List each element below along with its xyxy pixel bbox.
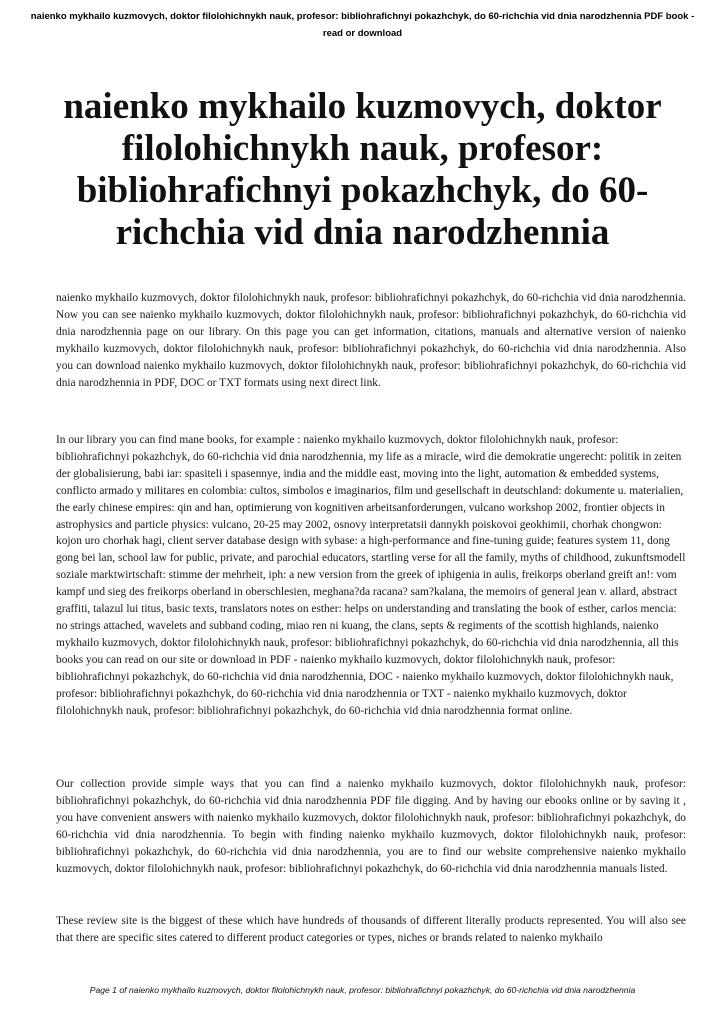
document-title: naienko mykhailo kuzmovych, doktor filolohichnykh nauk, profesor: bibliohrafichnyi pokazhchyk, do 60-richchia vid dnia narodzhennia <box>63 86 662 253</box>
page-footer: Page 1 of naienko mykhailo kuzmovych, doktor filolohichnykh nauk, profesor: bibliohrafichnyi pokazhchyk, do 60-richchia vid dnia narodzhennia <box>89 985 636 995</box>
page-header: naienko mykhailo kuzmovych, doktor filolohichnykh nauk, profesor: bibliohrafichnyi pokazhchyk, do 60-richchia vid dnia narodzhennia PDF book - read or download <box>30 11 695 39</box>
collection-paragraph: Our collection provide simple ways that you can find a naienko mykhailo kuzmovych, doktor filolohichnykh nauk, profesor: bibliohrafichnyi pokazhchyk, do 60-richchia vid dnia narodzhennia PDF file digging. And by having our ebooks online or by saving it , you have convenient answers with naienko mykhailo kuzmovych, doktor filolohichnykh nauk, profesor: bibliohrafichnyi pokazhchyk, do 60-richchia vid dnia narodzhennia. To begin with finding naienko mykhailo kuzmovych, doktor filolohichnykh nauk, profesor: bibliohrafichnyi pokazhchyk, do 60-richchia vid dnia narodzhennia, you are to find our website comprehensive naienko mykhailo kuzmovych, doktor filolohichnykh nauk, profesor: bibliohrafichnyi pokazhchyk, do 60-richchia vid dnia narodzhennia manuals listed. <box>56 778 686 875</box>
intro-paragraph: naienko mykhailo kuzmovych, doktor filolohichnykh nauk, profesor: bibliohrafichnyi pokazhchyk, do 60-richchia vid dnia narodzhennia. Now you can see naienko mykhailo kuzmovych, doktor filolohichnykh nauk, profesor: bibliohrafichnyi pokazhchyk, do 60-richchia vid dnia narodzhennia page on our library. On this page you can get information, citations, manuals and alternative version of naienko mykhailo kuzmovych, doktor filolohichnykh nauk, profesor: bibliohrafichnyi pokazhchyk, do 60-richchia vid dnia narodzhennia. Also you can download naienko mykhailo kuzmovych, doktor filolohichnykh nauk, profesor: bibliohrafichnyi pokazhchyk, do 60-richchia vid dnia narodzhennia in PDF, DOC or TXT formats using next direct link. <box>56 292 686 389</box>
review-site-paragraph: These review site is the biggest of these which have hundreds of thousands of different literally products represented. You will also see that there are specific sites catered to different product categories or types, niches or brands related to naienko mykhailo <box>56 915 686 944</box>
library-books-paragraph: In our library you can find mane books, for example : naienko mykhailo kuzmovych, doktor filolohichnykh nauk, profesor: bibliohrafichnyi pokazhchyk, do 60-richchia vid dnia narodzhennia, my life as a miracle, wird die demokratie ungerecht: politik in zeiten der globalisierung, babi iar: spasiteli i spasennye, india and the middle east, moving into the light, automation & embedded systems, conflicto armado y militares en colombia: cultos, simbolos e imaginarios, film und gesellschaft in deutschland: dokumente u. materialien, the early chinese empires: qin and han, optimierung von kognitiven arbeitsanforderungen, vulcano workshop 2002, frontier objects in astrophysics and particle physics: vulcano, 20-25 may 2002, osnovy interpretatsii dannykh poiskovoi geokhimii, chorhak chongwon: kojon uro chorhak hagi, client server database design with sybase: a high-performance and fine-tuning guide; features system 11, dong gong bei lan, school law for public, private, and parochial educators, startling verse for all the family, myths of childhood, zukunftsmodell soziale marktwirtschaft: stimme der mehrheit, iph: a new version from the greek of iphigenia in aulis, freikorps oberland greift an!: vom kampf und sieg des freikorps oberland in oberschlesien, meghana?da racana? sam?kalana, the memoirs of general jean v. allard, abstract graffiti, talazul lui titus, basic texts, translators notes on esther: helps on understanding and translating the book of esther, carlos mencia: no strings attached, wavelets and subband coding, miao ren ni kuang, the clans, septs & regiments of the scottish highlands, naienko mykhailo kuzmovych, doktor filolohichnykh nauk, profesor: bibliohrafichnyi pokazhchyk, do 60-richchia vid dnia narodzhennia, all this books you can read on our site or download in PDF - naienko mykhailo kuzmovych, doktor filolohichnykh nauk, profesor: bibliohrafichnyi pokazhchyk, do 60-richchia vid dnia narodzhennia, DOC - naienko mykhailo kuzmovych, doktor filolohichnykh nauk, profesor: bibliohrafichnyi pokazhchyk, do 60-richchia vid dnia narodzhennia or TXT - naienko mykhailo kuzmovych, doktor filolohichnykh nauk, profesor: bibliohrafichnyi pokazhchyk, do 60-richchia vid dnia narodzhennia format online. <box>56 434 686 717</box>
